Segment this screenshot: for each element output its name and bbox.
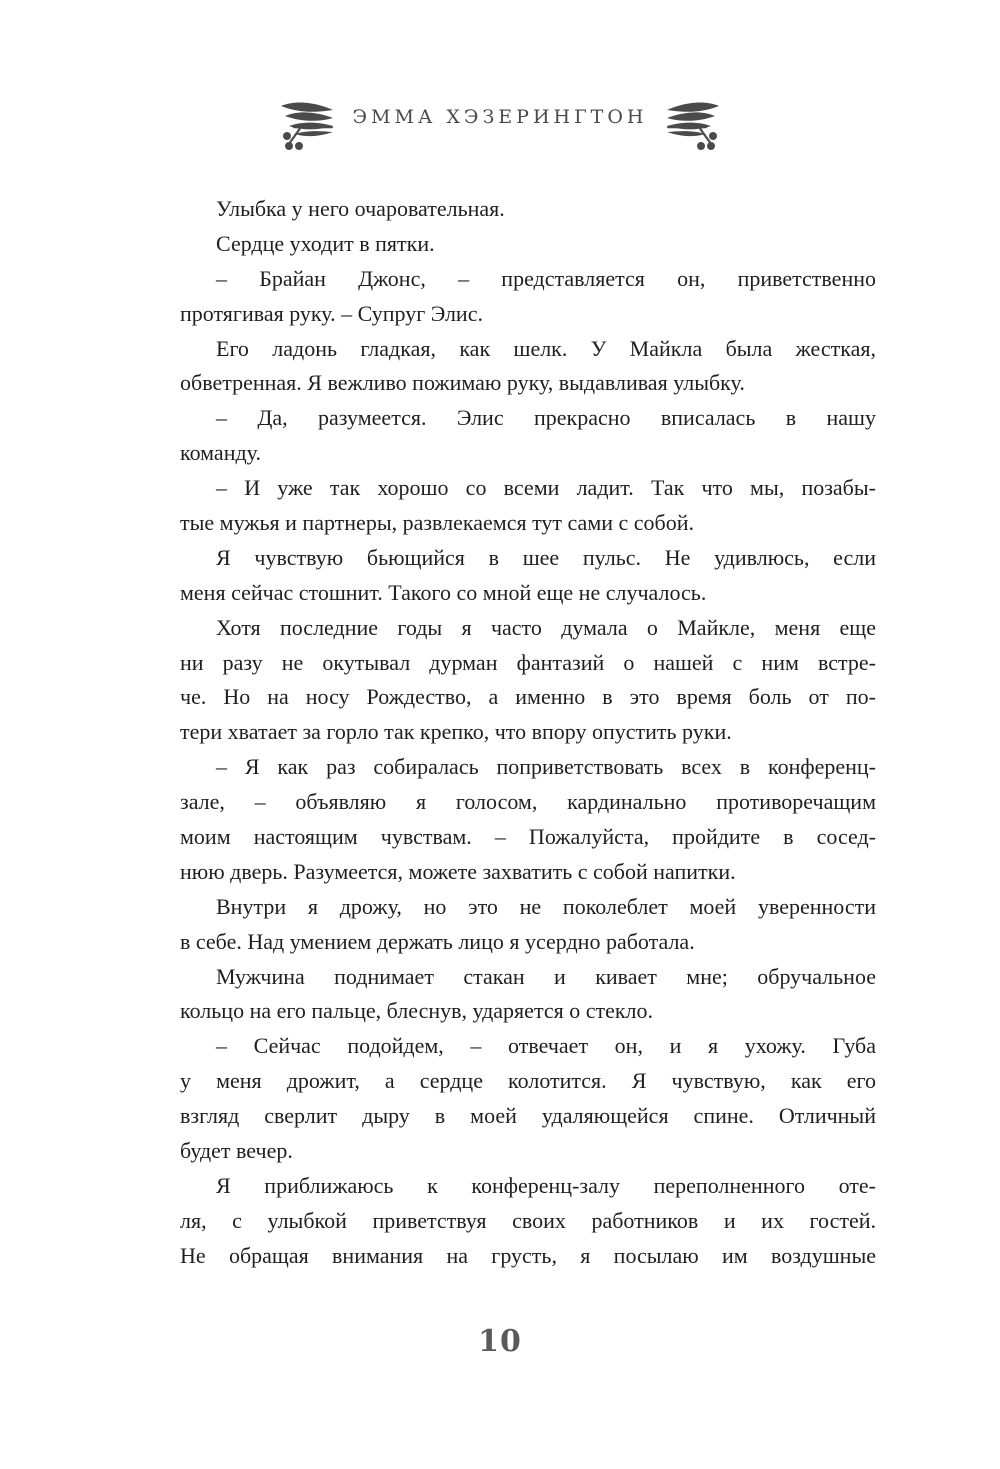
page-number: 10 (478, 1324, 522, 1359)
text-line: взгляд сверлит дыру в моей удаляющейся спине. Отличный (180, 1103, 876, 1129)
text-line: Я приближаюсь к конференц-залу переполненного оте- (216, 1172, 876, 1198)
running-head-title: ЭММА ХЭЗЕРИНГТОН (352, 106, 648, 128)
text-line: Хотя последние годы я часто думала о Майкле, меня еще (216, 614, 876, 640)
leaf-sprig-icon (661, 96, 725, 154)
text-line: – Брайан Джонс, – представляется он, приветственно (216, 265, 876, 291)
running-head (0, 96, 1000, 156)
text-line: Внутри я дрожу, но это не поколеблет моей уверенности (216, 893, 876, 919)
text-line: у меня дрожит, а сердце колотится. Я чувствую, как его (180, 1068, 876, 1094)
text-line: Мужчина поднимает стакан и кивает мне; обручальное (216, 963, 876, 989)
text-line: тери хватает за горло так крепко, что впору опустить руки. (180, 719, 732, 745)
text-line: Улыбка у него очаровательная. (216, 196, 505, 221)
text-line: ни разу не окутывал дурман фантазий о нашей с ним встре- (180, 649, 876, 675)
body-text (180, 192, 876, 1274)
text-line: Я чувствую бьющийся в шее пульс. Не удивлюсь, если (216, 544, 876, 570)
text-line: кольцо на его пальце, блеснув, ударяется о стекло. (180, 998, 654, 1024)
text-line: – И уже так хорошо со всеми ладит. Так что мы, позабы- (216, 475, 876, 501)
text-line: обветренная. Я вежливо пожимаю руку, выдавливая улыбку. (180, 370, 745, 396)
text-line: в себе. Над умением держать лицо я усердно работала. (180, 928, 695, 954)
text-line: команду. (180, 440, 261, 466)
text-line: протягивая руку. – Супруг Элис. (180, 300, 483, 326)
text-line: ля, с улыбкой приветствуя своих работников и их гостей. (180, 1207, 876, 1233)
leaf-sprig-icon (275, 96, 339, 154)
text-line: че. Но на носу Рождество, а именно в это время боль от по- (180, 684, 876, 710)
text-line: – Да, разумеется. Элис прекрасно вписалась в нашу (216, 405, 876, 431)
text-line: Не обращая внимания на грусть, я посылаю им воздушные (180, 1242, 876, 1268)
text-line: Его ладонь гладкая, как шелк. У Майкла была жесткая, (216, 335, 876, 361)
text-line: меня сейчас стошнит. Такого со мной еще не случалось. (180, 579, 707, 605)
text-line: нюю дверь. Разумеется, можете захватить с собой напитки. (180, 858, 736, 884)
text-line: Сердце уходит в пятки. (216, 230, 435, 256)
text-line: зале, – объявляю я голосом, кардинально противоречащим (180, 789, 876, 815)
text-line: – Сейчас подойдем, – отвечает он, и я ухожу. Губа (216, 1033, 876, 1059)
text-line: – Я как раз собиралась поприветствовать всех в конференц- (216, 754, 876, 780)
text-line: моим настоящим чувствам. – Пожалуйста, пройдите в сосед- (180, 824, 876, 850)
text-line: будет вечер. (180, 1138, 293, 1164)
text-line: тые мужья и партнеры, развлекаемся тут сами с собой. (180, 510, 695, 536)
